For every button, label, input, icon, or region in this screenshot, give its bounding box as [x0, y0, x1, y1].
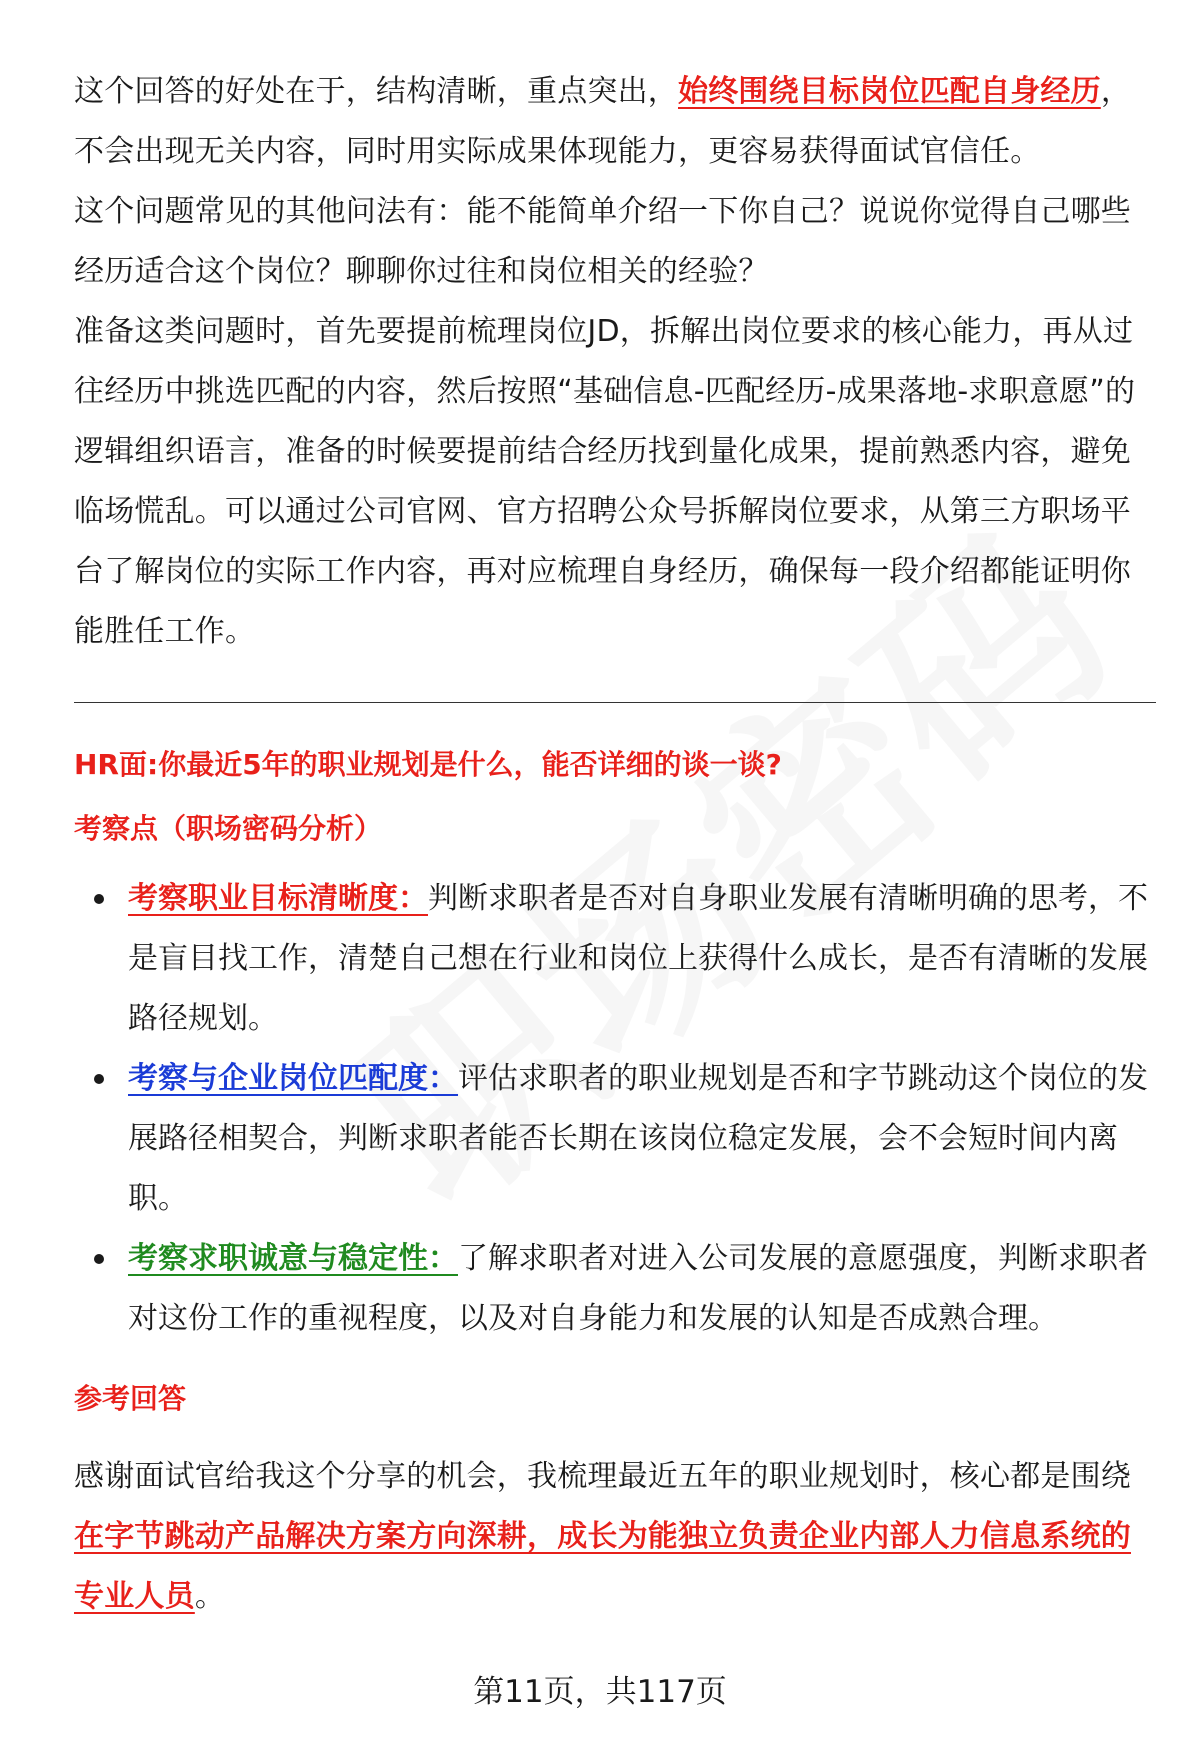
- intro-paragraph-3: 准备这类问题时，首先要提前梳理岗位JD，拆解出岗位要求的核心能力，再从过往经历中挑选匹配的内容，然后按照“基础信息-匹配经历-成果落地-求职意愿”的逻辑组织语言，准备的时候要提前结合经历找到量化成果，提前熟悉内容，避免临场慌乱。可以通过公司官网、官方招聘公众号拆解岗位要求，从第三方职场平台了解岗位的实际工作内容，再对应梳理自身经历，确保每一段介绍都能证明你能胜任工作。: [74, 314, 1136, 649]
- section-divider: [74, 702, 1156, 703]
- analysis-point-text: 评估求职者的职业规划是否和字节跳动这个岗位的发展路径相契合，判断求职者能否长期在该岗位稳定发展，会不会短时间内离职。: [128, 1061, 1148, 1216]
- bullet-icon: [94, 1074, 104, 1084]
- analysis-point-text: 了解求职者对进入公司发展的意愿强度，判断求职者对这份工作的重视程度，以及对自身能力和发展的认知是否成熟合理。: [128, 1241, 1148, 1336]
- intro-p1-highlight: 始终围绕目标岗位匹配自身经历: [678, 74, 1101, 109]
- page-number: 第11页，共117页: [473, 1674, 727, 1710]
- answer-text: 感谢面试官给我这个分享的机会，我梳理最近五年的职业规划时，核心都是围绕: [74, 1459, 1131, 1494]
- intro-paragraph-2: 这个问题常见的其他问法有：能不能简单介绍一下你自己？说说你觉得自己哪些经历适合这个岗位？聊聊你过往和岗位相关的经验？: [74, 194, 1131, 289]
- bullet-icon: [94, 894, 104, 904]
- page-content: [74, 62, 1156, 1627]
- analysis-point-label: 考察求职诚意与稳定性：: [128, 1241, 458, 1276]
- reference-answer-paragraph: [74, 1447, 1156, 1627]
- analysis-title: 考察点（职场密码分析）: [74, 812, 383, 845]
- analysis-point-label: 考察与企业岗位匹配度：: [128, 1061, 458, 1096]
- analysis-point-text: 判断求职者是否对自身职业发展有清晰明确的思考，不是盲目找工作，清楚自己想在行业和岗位上获得什么成长，是否有清晰的发展路径规划。: [128, 881, 1148, 1036]
- answer-text-end: 。: [194, 1579, 226, 1614]
- question-title: HR面:你最近5年的职业规划是什么，能否详细的谈一谈?: [74, 748, 782, 781]
- bullet-icon: [94, 1254, 104, 1264]
- analysis-point: [74, 1229, 1156, 1349]
- analysis-point: [74, 869, 1156, 1049]
- reference-answer-title: 参考回答: [74, 1382, 187, 1415]
- answer-highlight: 在字节跳动产品解决方案方向深耕，成长为能独立负责企业内部人力信息系统的专业人员: [74, 1519, 1131, 1614]
- analysis-point: [74, 1049, 1156, 1229]
- analysis-point-label: 考察职业目标清晰度：: [128, 881, 428, 916]
- intro-p1-text-end: ，不会出现无关内容，同时用实际成果体现能力，更容易获得面试官信任。: [74, 74, 1132, 169]
- intro-paragraph-1: [74, 62, 1156, 182]
- intro-p1-text: 这个回答的好处在于，结构清晰，重点突出，: [74, 74, 678, 109]
- analysis-points-list: [74, 869, 1156, 1349]
